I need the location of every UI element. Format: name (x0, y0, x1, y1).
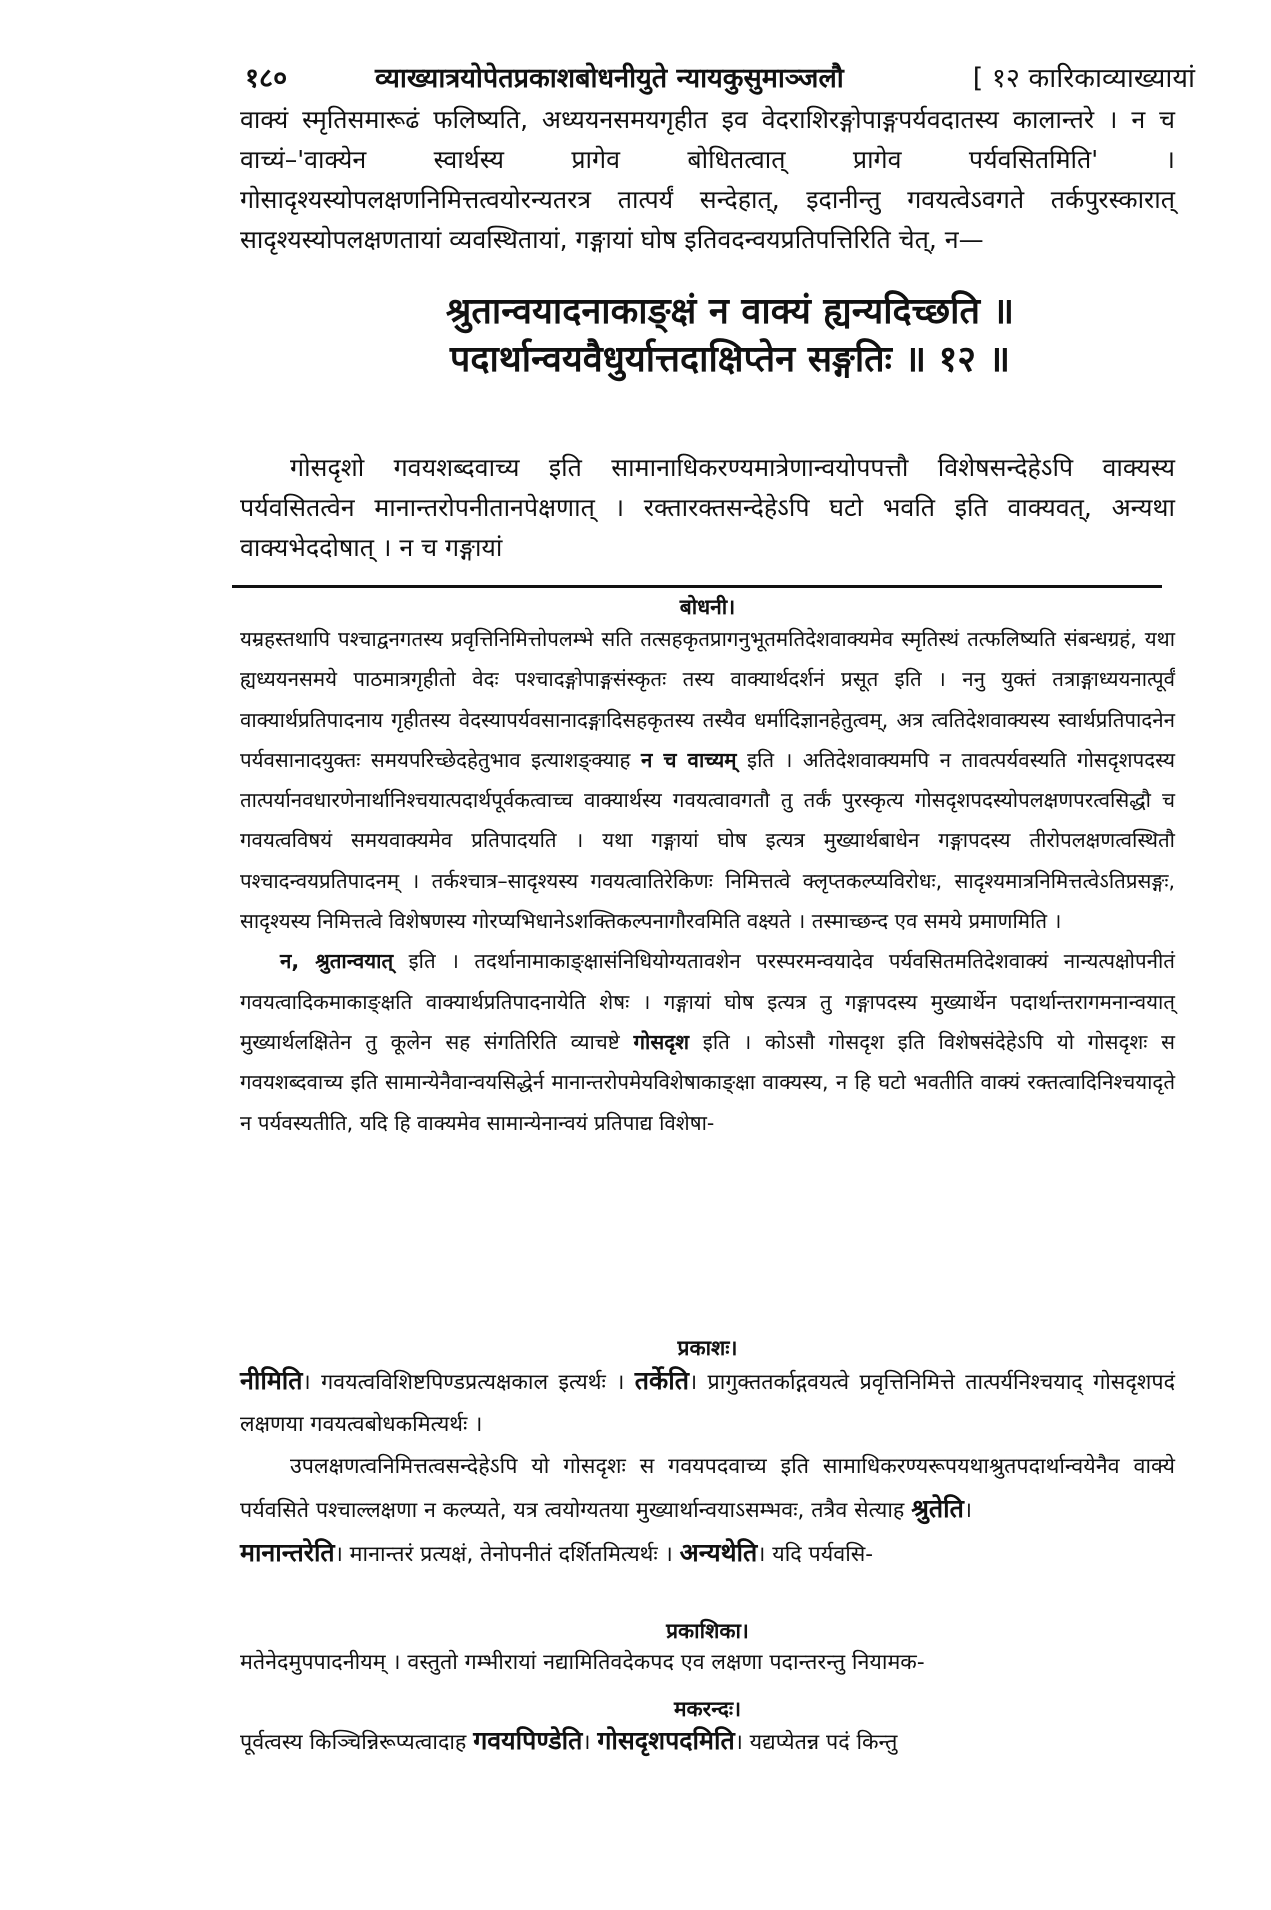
makaranda-commentary (240, 1720, 1175, 1764)
prakashika-label: प्रकाशिका। (666, 1619, 749, 1643)
prakasha-term-2: तर्केति (634, 1366, 689, 1395)
makaranda-term-1: गवयपिण्डेति (473, 1726, 583, 1755)
bodhani-commentary (240, 619, 1175, 1143)
prakasha-text-4: । (963, 1498, 973, 1523)
prakasha-text-5: । मानान्तरं प्रत्यक्षं, तेनोपनीतं दर्शितमित्यर्थः । (334, 1542, 673, 1567)
makaranda-text-2: । (582, 1730, 591, 1755)
bodhani-text-4: इति । कोऽसौ गोसदृश इति विशेषसंदेहेऽपि यो गोसदृशः स गवयशब्दवाच्य इति सामान्येनैवान्वयसिद्धेर्न मानान्तरोपमेयविशेषाकाङ्क्षा वाक्यस्य, न हि घटो भवतीति वाक्यं रक्तत्वादिनिश्चयादृते न पर्यवस्यतीति, यदि हि वाक्यमेव सामान्येनान्वयं प्रतिपाद्य विशेषा- (240, 1029, 1175, 1135)
prakasha-term-4: मानान्तरेति (240, 1538, 335, 1567)
section-reference: [ १२ कारिकाव्याख्यायां (972, 63, 1195, 94)
running-title: व्याख्यात्रयोपेतप्रकाशबोधनीयुते न्यायकुसुमाञ्जलौ (375, 63, 844, 94)
bodhani-term-3: गोसदृश (633, 1029, 690, 1054)
makaranda-text-3: । यद्यप्येतन्न पदं किन्तु (734, 1730, 898, 1755)
prakasha-text-3: उपलक्षणत्वनिमित्तत्वसन्देहेऽपि यो गोसदृशः स गवयपदवाच्य इति सामाधिकरण्यरूपयथाश्रुतपदार्थान्वयेनैव वाक्ये पर्यवसिते पश्चाल्लक्षणा न कल्प्यते, यत्र त्वयोग्यतया मुख्यार्थान्वयाऽसम्भवः, तत्रैव सेत्याह (240, 1454, 1175, 1523)
bodhani-text-1: यम्रहस्तथापि पश्चाद्वनगतस्य प्रवृत्तिनिमित्तोपलम्भे सति तत्सहकृतप्रागनुभूतमतिदेशवाक्यमेव स्मृतिस्थं तत्फलिष्यति संबन्धग्रहं, यथा ह्यध्ययनसमये पाठमात्रगृहीतो वेदः पश्चादङ्गोपाङ्गसंस्कृतः तस्य वाक्यार्थदर्शनं प्रसूत इति । ननु युक्तं तत्राङ्गाध्ययनात्पूर्वं वाक्यार्थप्रतिपादनाय गृहीतस्य वेदस्यापर्यवसानादङ्गादिसहकृतस्य तस्यैव धर्मादिज्ञानहेतुत्वम्, अत्र त्वतिदेशवाक्यस्य स्वार्थप्रतिपादनेन पर्यवसानादयुक्तः समयपरिच्छेदहेतुभाव इत्याशङ्क्याह (240, 627, 1175, 772)
commentary-after-verse: गोसदृशो गवयशब्दवाच्य इति सामानाधिकरण्यमात्रेणान्वयोपपत्तौ विशेषसन्देहेऽपि वाक्यस्य पर्यवसितत्वेन मानान्तरोपनीतानपेक्षणात् । रक्तारक्तसन्देहेऽपि घटो भवति इति वाक्यवत्, अन्यथा वाक्यभेददोषात् । न च गङ्गायां (240, 453, 1175, 562)
prakasha-label: प्रकाशः। (677, 1336, 738, 1360)
bodhani-label: बोधनी। (679, 595, 736, 619)
bodhani-term-2: न, श्रुतान्वयात् (280, 949, 394, 974)
prakasha-term-1: नीमिति (240, 1366, 303, 1395)
prakasha-text-2: । प्रागुक्ततर्काद्गवयत्वे प्रवृत्तिनिमित्ते तात्पर्यनिश्चयाद् गोसदृशपदं लक्षणया गवयत्वबोधकमित्यर्थः । (240, 1370, 1175, 1437)
prakashika-text: मतेनेदमुपपादनीयम् । वस्तुतो गम्भीरायां नद्यामितिवदेकपद एव लक्षणा पदान्तरन्तु नियामक- (240, 1650, 925, 1675)
bodhani-term-1: न च वाच्यम् (640, 747, 737, 772)
karika-verse-line-1: श्रुतान्वयादनाकाङ्क्षं न वाक्यं ह्यन्यदिच्छति ॥ (445, 291, 1015, 332)
commentary-top: वाक्यं स्मृतिसमारूढं फलिष्यति, अध्ययनसमयगृहीत इव वेदराशिरङ्गोपाङ्गपर्यवदातस्य कालान्तरे । न च वाच्यं–'वाक्येन स्वार्थस्य प्रागेव बोधितत्वात् प्रागेव पर्यवसितमिति' । गोसादृश्यस्योपलक्षणनिमित्तत्वयोरन्यतरत्र तात्पर्यं सन्देहात्, इदानीन्तु गवयत्वेऽवगते तर्कपुरस्कारात् सादृश्यस्योपलक्षणतायां व्यवस्थितायां, गङ्गायां घोष इतिवदन्वयप्रतिपत्तिरिति चेत्, न— (240, 105, 1175, 254)
prakasha-term-3: श्रुतेति (911, 1494, 964, 1523)
karika-verse-line-2: पदार्थान्वयवैधुर्यात्तदाक्षिप्तेन सङ्गतिः ॥ १२ ॥ (449, 339, 1011, 380)
makaranda-text-1: पूर्वत्वस्य किञ्चिन्निरूप्यत्वादाह (240, 1730, 467, 1755)
bodhani-text-3: इति । तदर्थानामाकाङ्क्षासंनिधियोग्यतावशेन परस्परमन्वयादेव पर्यवसितमतिदेशवाक्यं नान्यत्पक्षोपनीतं गवयत्वादिकमाकाङ्क्षति वाक्यार्थप्रतिपादनायेति शेषः । गङ्गायां घोष इत्यत्र तु गङ्गापदस्य मुख्यार्थेन पदार्थान्तरागमनान्वयात् मुख्यार्थलक्षितेन तु कूलेन सह संगतिरिति व्याचष्टे (240, 949, 1175, 1054)
makaranda-label: मकरन्दः। (673, 1697, 742, 1721)
prakasha-text-1: । गवयत्वविशिष्टपिण्डप्रत्यक्षकाल इत्यर्थः । (302, 1370, 625, 1395)
prakasha-term-5: अन्यथेति (679, 1538, 758, 1567)
prakasha-text-6: । यदि पर्यवसि- (757, 1542, 874, 1567)
page-number: १८० (245, 63, 288, 94)
prakasha-commentary (240, 1360, 1175, 1576)
section-divider (232, 585, 1162, 588)
page-header (235, 52, 1195, 102)
makaranda-term-2: गोसदृशपदमिति (597, 1726, 735, 1755)
bodhani-text-2: इति । अतिदेशवाक्यमपि न तावत्पर्यवस्यति गोसदृशपदस्य तात्पर्यानवधारणेनार्थानिश्चयात्पदार्थपूर्वकत्वाच्च वाक्यार्थस्य गवयत्वावगतौ तु तर्कं पुरस्कृत्य गोसदृशपदस्योपलक्षणपरत्वसिद्धौ च गवयत्वविषयं समयवाक्यमेव प्रतिपादयति । यथा गङ्गायां घोष इत्यत्र मुख्यार्थबाधेन गङ्गापदस्य तीरोपलक्षणत्वस्थितौ पश्चादन्वयप्रतिपादनम् । तर्कश्चात्र–सादृश्यस्य गवयत्वातिरेकिणः निमित्तत्वे क्लृप्तकल्प्यविरोधः, सादृश्यमात्रनिमित्तत्वेऽतिप्रसङ्गः, सादृश्यस्य निमित्तत्वे विशेषणस्य गोरप्यभिधानेऽशक्तिकल्पनागौरवमिति वक्ष्यते । तस्माच्छन्द एव समये प्रमाणमिति । (240, 747, 1175, 934)
